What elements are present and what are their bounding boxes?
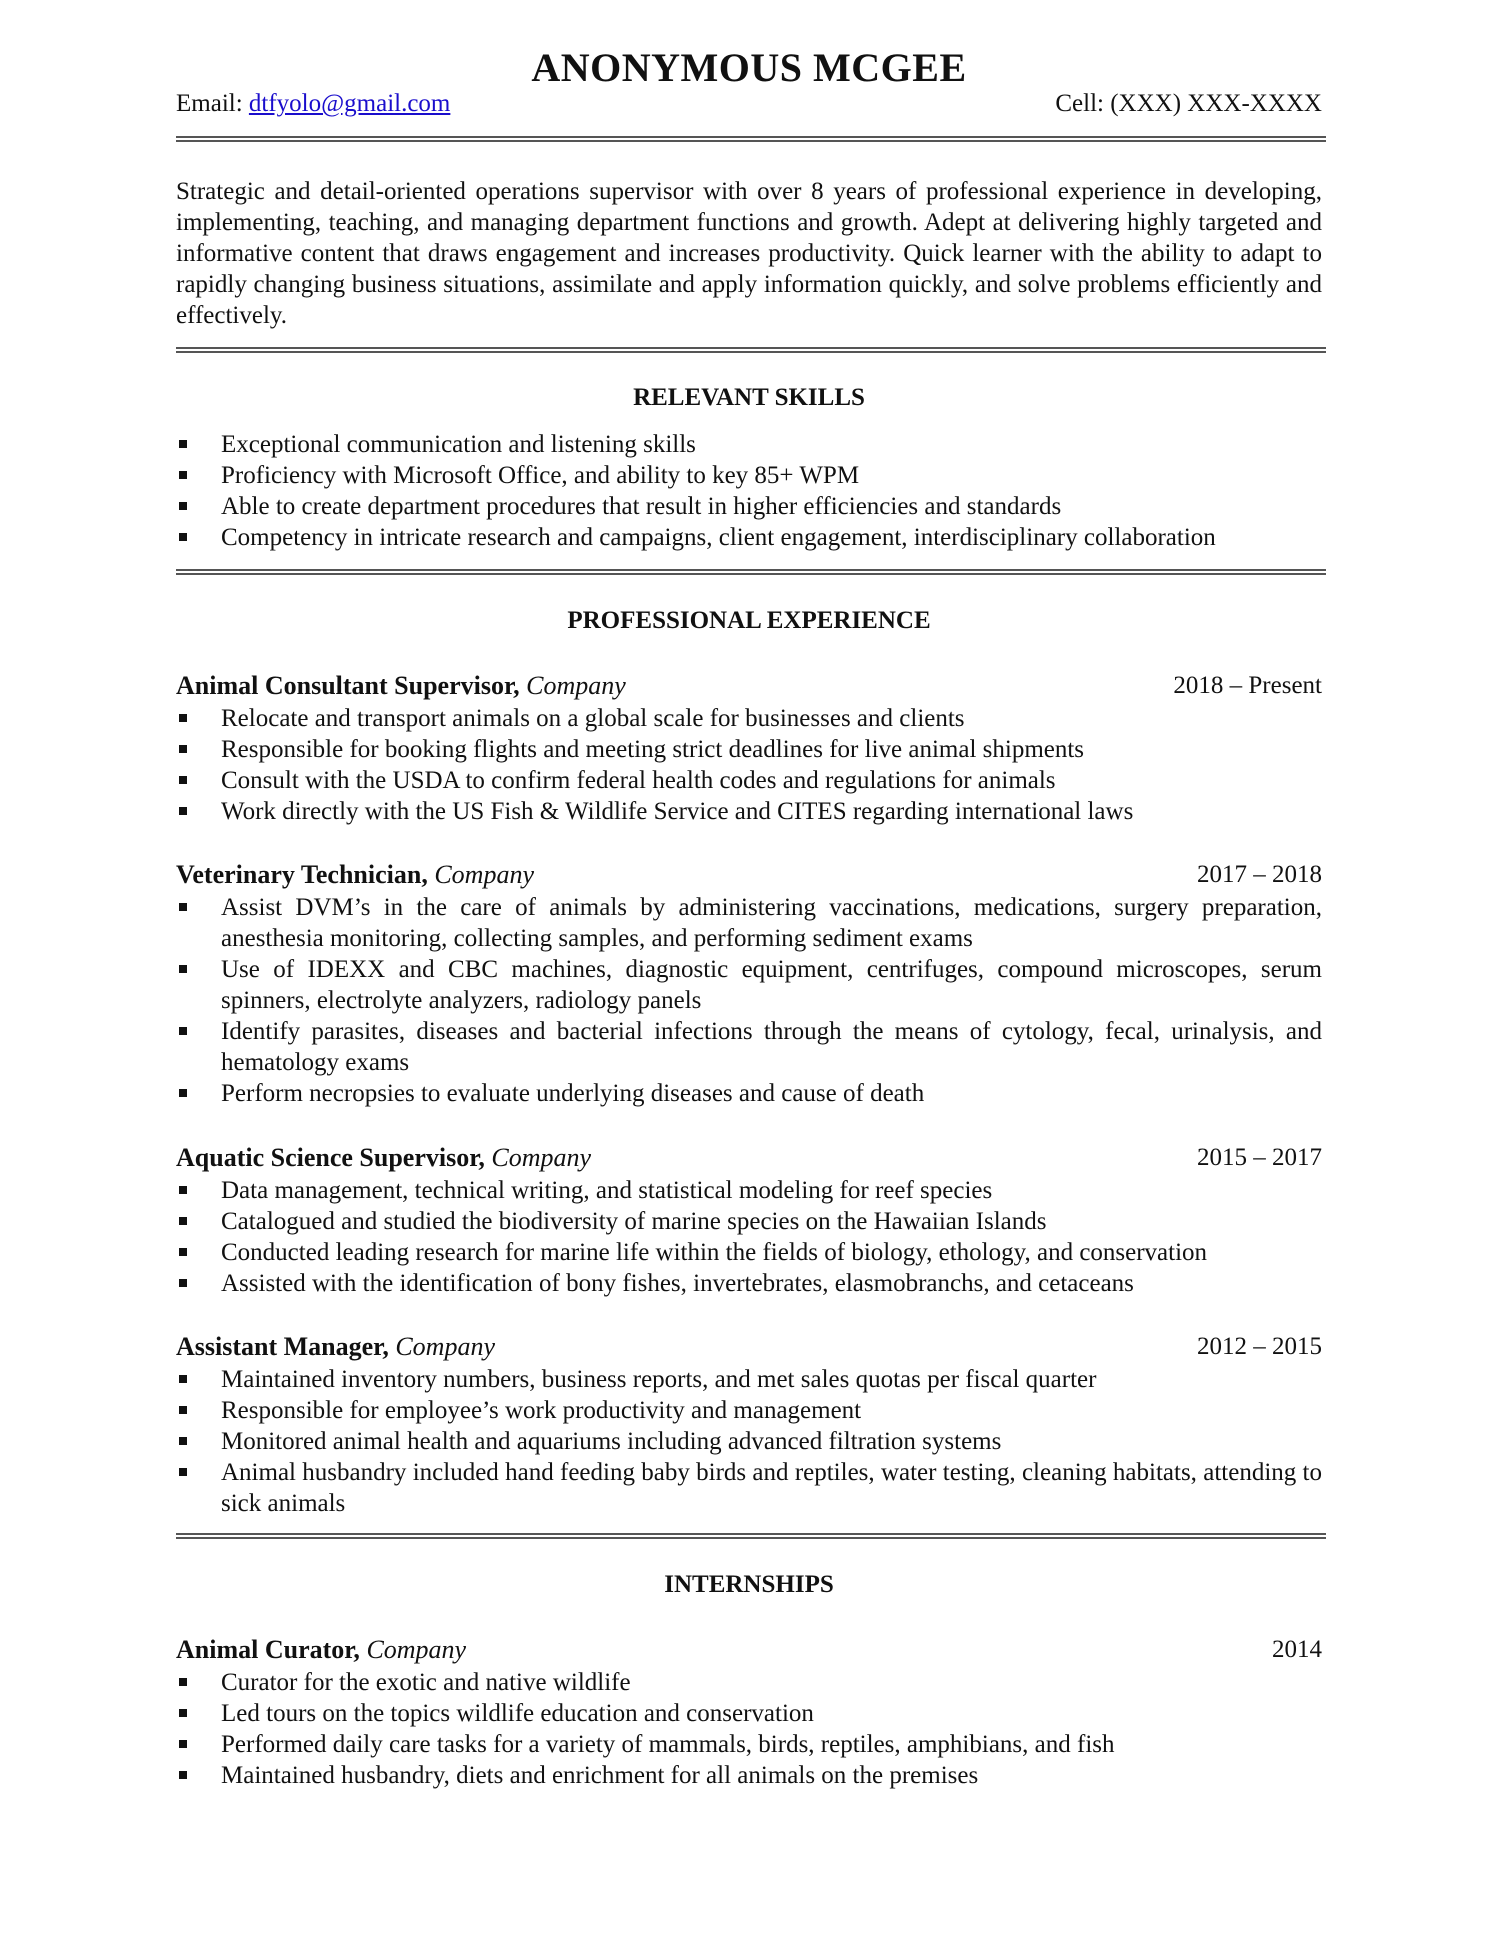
bullet-icon: [179, 745, 187, 753]
list-item: [176, 703, 1322, 734]
bullet-text: Curator for the exotic and native wildlife: [221, 1669, 631, 1696]
skill-text: Proficiency with Microsoft Office, and ability to key 85+ WPM: [221, 462, 860, 489]
bullet-text: Maintained husbandry, diets and enrichment for all animals on the premises: [221, 1762, 979, 1789]
bullet-icon: [179, 1248, 187, 1256]
bullet-text: Catalogued and studied the biodiversity of marine species on the Hawaiian Islands: [221, 1208, 1047, 1235]
list-item: [176, 765, 1322, 796]
bullet-text: Assist DVM’s in the care of animals by administering vaccinations, medications, surgery preparation, anesthesia monitoring, collecting samples, and performing sediment exams: [221, 894, 1322, 952]
list-item: [176, 522, 1322, 553]
bullet-text: Data management, technical writing, and statistical modeling for reef species: [221, 1177, 993, 1204]
bullet-text: Identify parasites, diseases and bacterial infections through the means of cytology, fecal, urinalysis, and hematology exams: [221, 1018, 1322, 1076]
internships-heading: INTERNSHIPS: [664, 1571, 834, 1598]
bullet-text: Use of IDEXX and CBC machines, diagnostic equipment, centrifuges, compound microscopes, serum spinners, electrolyte analyzers, radiology panels: [221, 956, 1322, 1014]
bullet-icon: [179, 533, 187, 541]
job-header: [176, 859, 1322, 891]
list-item: [176, 1364, 1322, 1395]
list-item: [176, 1729, 1322, 1760]
email-label: Email:: [176, 90, 249, 117]
bullet-icon: [179, 1709, 187, 1717]
job-bullets: [176, 1364, 1322, 1519]
job-bullets: [176, 1667, 1322, 1791]
job-company: Company: [366, 1635, 467, 1664]
candidate-name: ANONYMOUS MCGEE: [531, 45, 967, 90]
bullet-icon: [179, 1279, 187, 1287]
list-item: [176, 1426, 1322, 1457]
bullet-icon: [179, 807, 187, 815]
skills-list: [176, 429, 1322, 553]
list-item: [176, 892, 1322, 954]
list-item: [176, 1268, 1322, 1299]
bullet-icon: [179, 1468, 187, 1476]
list-item: [176, 1237, 1322, 1268]
list-item: [176, 1206, 1322, 1237]
bullet-icon: [179, 903, 187, 911]
email-line: [176, 88, 450, 120]
bullet-icon: [179, 1089, 187, 1097]
bullet-text: Relocate and transport animals on a global scale for businesses and clients: [221, 705, 965, 732]
bullet-icon: [179, 965, 187, 973]
contact-line: [176, 88, 1322, 120]
job-title: Animal Consultant Supervisor,: [176, 671, 520, 700]
list-item: [176, 734, 1322, 765]
experience-heading: PROFESSIONAL EXPERIENCE: [567, 607, 931, 634]
job-header: [176, 670, 1322, 702]
skills-heading: RELEVANT SKILLS: [633, 384, 865, 411]
list-item: [176, 1016, 1322, 1078]
job-bullets: [176, 1175, 1322, 1299]
bullet-icon: [179, 1740, 187, 1748]
bullet-icon: [179, 440, 187, 448]
skill-text: Able to create department procedures that result in higher efficiencies and standards: [221, 493, 1062, 520]
list-item: [176, 460, 1322, 491]
list-item: [176, 1667, 1322, 1698]
bullet-text: Perform necropsies to evaluate underlying diseases and cause of death: [221, 1080, 925, 1107]
bullet-text: Conducted leading research for marine life within the fields of biology, ethology, and conservation: [221, 1239, 1208, 1266]
job-dates: 2014: [1272, 1636, 1322, 1663]
job-title: Assistant Manager,: [176, 1332, 389, 1361]
skill-text: Exceptional communication and listening skills: [221, 431, 696, 458]
bullet-icon: [179, 776, 187, 784]
bullet-text: Assisted with the identification of bony fishes, invertebrates, elasmobranchs, and cetaceans: [221, 1270, 1134, 1297]
divider-header: [176, 136, 1326, 142]
bullet-text: Responsible for booking flights and meeting strict deadlines for live animal shipments: [221, 736, 1085, 763]
bullet-icon: [179, 1406, 187, 1414]
skill-text: Competency in intricate research and campaigns, client engagement, interdisciplinary collaboration: [221, 524, 1216, 551]
job-company: Company: [526, 671, 626, 700]
bullet-icon: [179, 1375, 187, 1383]
job-company: Company: [434, 860, 534, 889]
job-dates: 2018 – Present: [1173, 672, 1322, 699]
bullet-icon: [179, 502, 187, 510]
list-item: [176, 1698, 1322, 1729]
bullet-text: Animal husbandry included hand feeding baby birds and reptiles, water testing, cleaning habitats, attending to sick animals: [221, 1459, 1322, 1517]
bullet-text: Consult with the USDA to confirm federal health codes and regulations for animals: [221, 767, 1056, 794]
divider-experience: [176, 1533, 1326, 1539]
list-item: [176, 1457, 1322, 1519]
job-dates: 2015 – 2017: [1197, 1144, 1322, 1171]
job-title: Aquatic Science Supervisor,: [176, 1143, 485, 1172]
bullet-icon: [179, 1027, 187, 1035]
divider-skills: [176, 569, 1326, 575]
job-company: Company: [491, 1143, 592, 1172]
job-header: [176, 1634, 1322, 1666]
job-title: Animal Curator,: [176, 1635, 360, 1664]
list-item: [176, 1175, 1322, 1206]
job-dates: 2017 – 2018: [1197, 861, 1322, 888]
list-item: [176, 954, 1322, 1016]
job-header: [176, 1331, 1322, 1363]
list-item: [176, 1760, 1322, 1791]
job-dates: 2012 – 2015: [1197, 1333, 1322, 1360]
bullet-icon: [179, 1186, 187, 1194]
bullet-text: Responsible for employee’s work productivity and management: [221, 1397, 862, 1424]
list-item: [176, 1395, 1322, 1426]
cell-phone: Cell: (XXX) XXX-XXXX: [1055, 90, 1322, 117]
bullet-text: Work directly with the US Fish & Wildlife Service and CITES regarding international laws: [221, 798, 1134, 825]
bullet-icon: [179, 1771, 187, 1779]
job-bullets: [176, 892, 1322, 1109]
bullet-icon: [179, 471, 187, 479]
bullet-text: Monitored animal health and aquariums including advanced filtration systems: [221, 1428, 1002, 1455]
job-company: Company: [395, 1332, 495, 1361]
list-item: [176, 491, 1322, 522]
bullet-icon: [179, 1217, 187, 1225]
job-header: [176, 1142, 1322, 1174]
professional-summary: Strategic and detail-oriented operations supervisor with over 8 years of professional experience in developing, implementing, teaching, and managing department functions and growth. Adept at delivering highly targeted and informative content that draws engagement and increases productivity. Quick learner with the ability to adapt to rapidly changing business situations, assimilate and apply information quickly, and solve problems efficiently and effectively.: [176, 178, 1322, 329]
bullet-text: Led tours on the topics wildlife education and conservation: [221, 1700, 814, 1727]
email-link[interactable]: dtfyolo@gmail.com: [248, 90, 451, 117]
bullet-icon: [179, 1437, 187, 1445]
bullet-text: Maintained inventory numbers, business reports, and met sales quotas per fiscal quarter: [221, 1366, 1097, 1393]
divider-summary: [176, 347, 1326, 353]
bullet-icon: [179, 1678, 187, 1686]
list-item: [176, 1078, 1322, 1109]
job-bullets: [176, 703, 1322, 827]
list-item: [176, 429, 1322, 460]
list-item: [176, 796, 1322, 827]
job-title: Veterinary Technician,: [176, 860, 428, 889]
bullet-text: Performed daily care tasks for a variety of mammals, birds, reptiles, amphibians, and fish: [221, 1731, 1115, 1758]
bullet-icon: [179, 714, 187, 722]
